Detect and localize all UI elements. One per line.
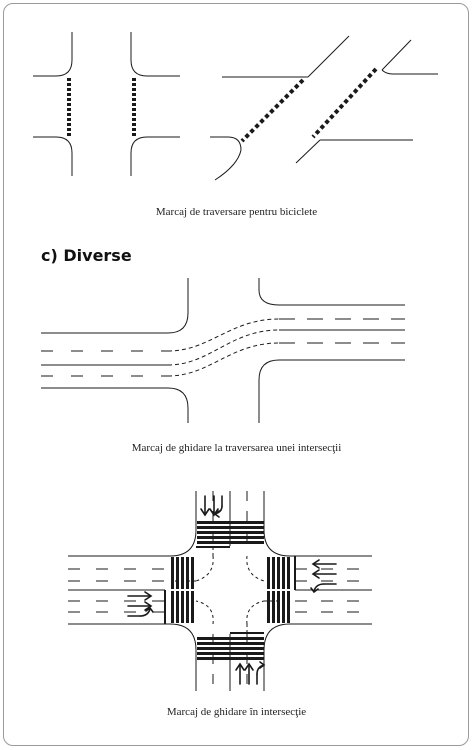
caption-bike-crossing: Marcaj de traversare pentru biciclete xyxy=(155,206,318,218)
zebra-stripe xyxy=(287,591,290,623)
guidance-crossing-diagram xyxy=(41,278,405,423)
caption-guidance-intersection: Marcaj de ghidare în intersecţie xyxy=(166,706,307,718)
zebra-stripe xyxy=(181,591,184,623)
arrow-down-icon xyxy=(201,496,209,515)
zebra-stripe xyxy=(277,557,280,589)
zebra-stripe xyxy=(272,591,275,623)
bike-crossing-straight-diagram xyxy=(33,32,180,176)
zebra-stripe xyxy=(171,591,174,623)
zebra-stripe xyxy=(231,647,264,650)
arrow-up-icon xyxy=(245,664,253,684)
zebra-stripe xyxy=(176,557,179,589)
section-heading: c) Diverse xyxy=(41,246,132,265)
zebra-stripe xyxy=(197,531,231,534)
zebra-stripe xyxy=(231,652,264,655)
zebra-stripe xyxy=(197,637,231,640)
arrow-up-right-icon xyxy=(257,662,264,684)
zebra-stripe xyxy=(272,557,275,589)
zebra-stripe xyxy=(231,526,264,529)
zebra-stripe xyxy=(231,637,264,640)
arrow-down-left-icon xyxy=(215,496,222,517)
arrow-left-icon xyxy=(313,570,336,578)
zebra-stripe xyxy=(186,591,189,623)
bike-crossing-skewed-diagram xyxy=(210,36,438,180)
zebra-stripe xyxy=(231,521,264,524)
zebra-stripe xyxy=(267,557,270,589)
zebra-stripe xyxy=(181,557,184,589)
zebra-stripe xyxy=(282,591,285,623)
arrow-left-icon xyxy=(313,560,336,568)
caption-guidance-crossing: Marcaj de ghidare la traversarea unei intersecţii xyxy=(131,442,342,454)
zebra-stripe xyxy=(197,536,231,539)
zebra-stripe xyxy=(197,541,231,544)
zebra-stripe xyxy=(282,557,285,589)
zebra-stripe xyxy=(231,642,264,645)
zebra-stripe xyxy=(171,557,174,589)
arrow-right-icon xyxy=(128,602,151,610)
zebra-stripe xyxy=(191,557,194,589)
zebra-stripe xyxy=(197,521,231,524)
zebra-stripe xyxy=(197,647,231,650)
zebra-stripe xyxy=(287,557,290,589)
zebra-stripe xyxy=(231,531,264,534)
zebra-stripe xyxy=(176,591,179,623)
zebra-stripe xyxy=(197,657,231,660)
zebra-stripe xyxy=(197,526,231,529)
zebra-crossings xyxy=(171,521,290,660)
arrow-left-down-icon xyxy=(311,584,336,592)
zebra-stripe xyxy=(231,536,264,539)
arrow-right-icon xyxy=(128,592,151,600)
zebra-stripe xyxy=(277,591,280,623)
zebra-stripe xyxy=(267,591,270,623)
zebra-stripe xyxy=(197,652,231,655)
zebra-stripe xyxy=(186,557,189,589)
zebra-stripe xyxy=(231,541,264,544)
zebra-stripe xyxy=(191,591,194,623)
zebra-stripe xyxy=(231,657,264,660)
zebra-stripe xyxy=(197,642,231,645)
arrow-up-icon xyxy=(236,664,244,684)
